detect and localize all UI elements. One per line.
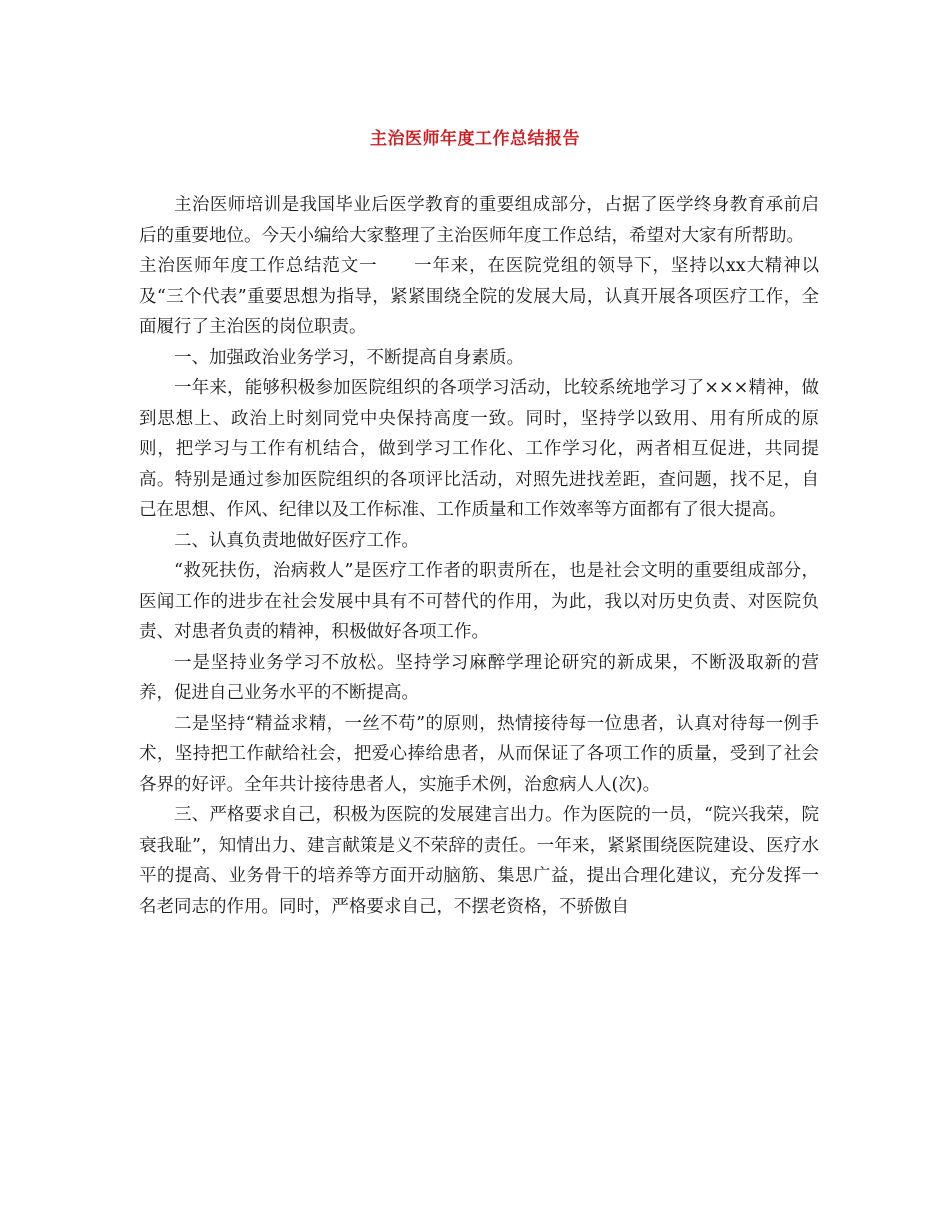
medical-duty-paragraph: “救死扶伤，治病救人”是医疗工作者的职责所在，也是社会文明的重要组成部分，医闻工作的进步在社会发展中具有不可替代的作用，为此，我以对历史负责、对医院负责、对患者负责的精神，积极做好各项工作。 (139, 561, 819, 642)
point-two-paragraph: 二是坚持“精益求精，一丝不苟”的原则，热情接待每一位患者，认真对待每一例手术，坚持把工作献给社会，把爱心捧给患者，从而保证了各项工作的质量，受到了社会各界的好评。全年共计接待患者人，实施手术例，治愈病人人(次)。 (139, 713, 819, 795)
document-title: 主治医师年度工作总结报告 (370, 129, 580, 149)
sample-one-paragraph: 主治医师年度工作总结范文一 一年来，在医院党组的领导下，坚持以xx大精神以及“三个代表”重要思想为指导，紧紧围绕全院的发展大局，认真开展各项医疗工作，全面履行了主治医的岗位职责。 (139, 256, 819, 337)
section-three-paragraph: 三、严格要求自己，积极为医院的发展建言出力。作为医院的一员，“院兴我荣，院衰我耻”，知情出力、建言献策是义不荣辞的责任。一年来，紧紧围绕医院建设、医疗水平的提高、业务骨干的培养等方面开动脑筋、集思广益，提出合理化建议，充分发挥一名老同志的作用。同时，严格要求自己，不摆老资格，不骄傲自 (139, 805, 819, 917)
section-heading-one: 一、加强政治业务学习，不断提高自身素质。 (174, 347, 524, 368)
study-paragraph: 一年来，能够积极参加医院组织的各项学习活动，比较系统地学习了×××精神，做到思想上、政治上时刻同党中央保持高度一致。同时，坚持学以致用、用有所成的原则，把学习与工作有机结合，做到学习工作化、工作学习化，两者相互促进，共同提高。特别是通过参加医院组织的各项评比活动，对照先进找差距，查问题，找不足，自己在思想、作风、纪律以及工作标准、工作质量和工作效率等方面都有了很大提高。 (139, 378, 819, 520)
intro-paragraph: 主治医师培训是我国毕业后医学教育的重要组成部分，占据了医学终身教育承前启后的重要地位。今天小编给大家整理了主治医师年度工作总结，希望对大家有所帮助。 (139, 195, 819, 246)
point-one-paragraph: 一是坚持业务学习不放松。坚持学习麻醉学理论研究的新成果，不断汲取新的营养，促进自己业务水平的不断提高。 (139, 652, 819, 703)
document-body (139, 190, 819, 922)
section-heading-two: 二、认真负责地做好医疗工作。 (174, 530, 419, 551)
